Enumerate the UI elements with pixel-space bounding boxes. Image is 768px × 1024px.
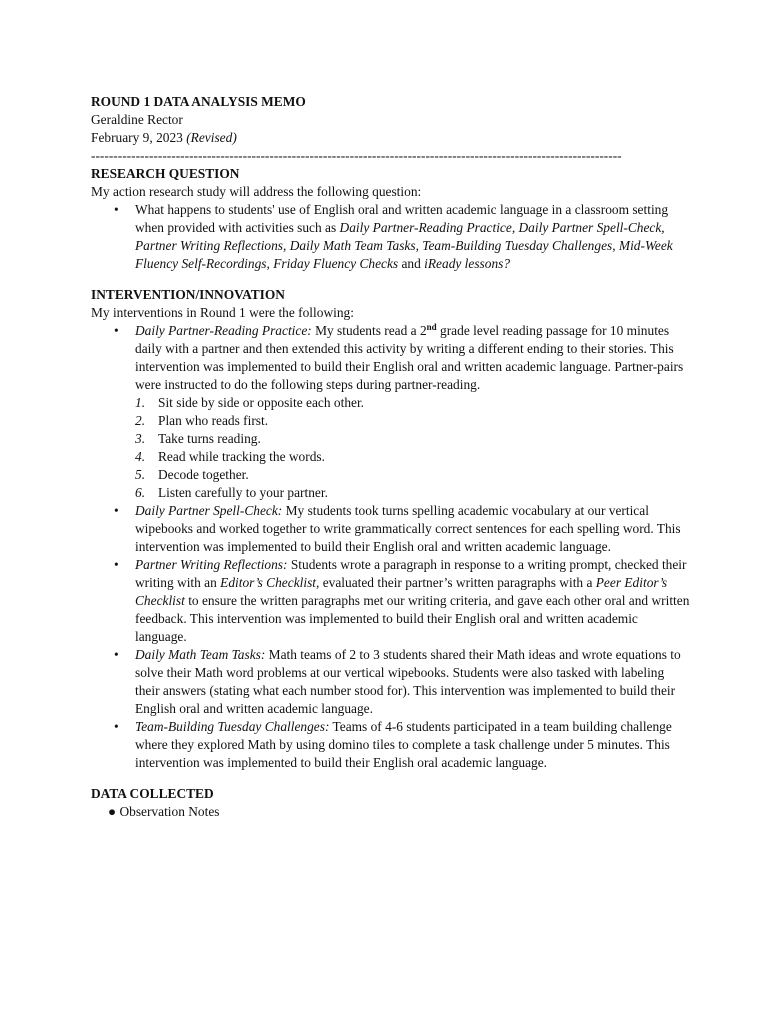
memo-date-note: (Revised) <box>186 130 237 145</box>
intervention-heading: INTERVENTION/INNOVATION <box>91 287 285 302</box>
intervention-writing <box>91 556 691 646</box>
intervention-intro: My interventions in Round 1 were the following: <box>91 305 354 320</box>
reading-step <box>135 484 691 502</box>
research-heading: RESEARCH QUESTION <box>91 166 240 181</box>
memo-date <box>91 129 691 147</box>
reading-label: Daily Partner-Reading Practice: <box>135 323 312 338</box>
reading-step <box>135 394 691 412</box>
research-list <box>91 201 691 273</box>
reading-text-b: grade level reading passage for 10 minutes daily with a partner and then extended this activity by writing a different ending to their stories. This intervention was implemented to build their English oral and written academic language. Partner-pairs were instructed to do the following steps during partner-reading. <box>135 323 684 392</box>
data-collected-heading: DATA COLLECTED <box>91 786 214 801</box>
memo-date-text: February 9, 2023 <box>91 130 183 145</box>
step-number: 1. <box>135 395 146 410</box>
question-text: What happens to students' use of English oral and written academic language in a classroom setting when provided with activities such as <box>135 202 669 235</box>
writing-text-b: evaluated their partner’s written paragraphs with a <box>319 575 596 590</box>
memo-title: ROUND 1 DATA ANALYSIS MEMO <box>91 94 306 109</box>
spell-label: Daily Partner Spell-Check: <box>135 503 283 518</box>
math-text: Math teams of 2 to 3 students shared their Math ideas and wrote equations to solve their Math word problems at our vertical wipebooks. Students were also tasked with labeling their answers (stating what each number stood for). This intervention was implemented to build their English oral and written academic language. <box>135 647 681 716</box>
writing-text-c: to ensure the written paragraphs met our writing criteria, and gave each other oral and written feedback. This intervention was implemented to build their English oral and written academic language. <box>135 593 690 644</box>
intervention-math <box>91 646 691 718</box>
memo-author: Geraldine Rector <box>91 112 183 127</box>
intervention-spell <box>91 502 691 556</box>
bullet-icon: • <box>114 647 119 662</box>
data-collected-item <box>91 803 691 821</box>
writing-peer: Peer Editor’s Checklist <box>135 575 668 608</box>
bullet-icon: • <box>114 202 119 217</box>
reading-step <box>135 412 691 430</box>
team-label: Team-Building Tuesday Challenges: <box>135 719 330 734</box>
intervention-team <box>91 718 691 772</box>
reading-step <box>135 466 691 484</box>
step-text: Read while tracking the words. <box>158 449 325 464</box>
research-question <box>91 201 691 273</box>
math-label: Daily Math Team Tasks: <box>135 647 266 662</box>
step-text: Take turns reading. <box>158 431 261 446</box>
question-iready: iReady lessons? <box>424 256 511 271</box>
step-number: 5. <box>135 467 146 482</box>
step-text: Decode together. <box>158 467 249 482</box>
step-text: Plan who reads first. <box>158 413 269 428</box>
question-and: and <box>398 256 425 271</box>
step-text: Sit side by side or opposite each other. <box>158 395 365 410</box>
reading-steps <box>135 394 691 502</box>
bullet-icon: ● <box>108 804 117 819</box>
step-number: 4. <box>135 449 146 464</box>
team-text: Teams of 4-6 students participated in a team building challenge where they explored Math by using domino tiles to complete a task challenge under 5 minutes. This intervention was implemented to build their English oral academic language. <box>135 719 672 770</box>
step-text: Listen carefully to your partner. <box>158 485 328 500</box>
reading-step <box>135 448 691 466</box>
bullet-icon: • <box>114 719 119 734</box>
writing-text-a: Students wrote a paragraph in response to a writing prompt, checked their writing with an <box>135 557 687 590</box>
data-collected-text: Observation Notes <box>119 804 220 819</box>
spell-text: My students took turns spelling academic vocabulary at our vertical wipebooks and worked together to write grammatically correct sentences for each spelling word. This intervention was implemented to build their English oral and written academic language. <box>135 503 681 554</box>
research-intro: My action research study will address the following question: <box>91 184 422 199</box>
intervention-reading <box>91 322 691 502</box>
memo-page <box>91 93 691 821</box>
bullet-icon: • <box>114 503 119 518</box>
intervention-list <box>91 322 691 772</box>
reading-text-a: My students read a 2 <box>311 323 427 338</box>
reading-step <box>135 430 691 448</box>
question-activities: Daily Partner-Reading Practice, Daily Partner Spell-Check, Partner Writing Reflections, Daily Math Team Tasks, Team-Building Tuesday Challenges, Mid-Week Fluency Self-Recordings, Friday Fluency Checks <box>135 220 673 271</box>
bullet-icon: • <box>114 323 119 338</box>
writing-editor: Editor’s Checklist, <box>220 575 320 590</box>
step-number: 6. <box>135 485 146 500</box>
step-number: 2. <box>135 413 146 428</box>
bullet-icon: • <box>114 557 119 572</box>
writing-label: Partner Writing Reflections: <box>135 557 288 572</box>
step-number: 3. <box>135 431 146 446</box>
reading-sup: nd <box>426 322 437 332</box>
divider-line: ----------------------------------------------------------------------------------------------------------------------- <box>91 148 622 163</box>
